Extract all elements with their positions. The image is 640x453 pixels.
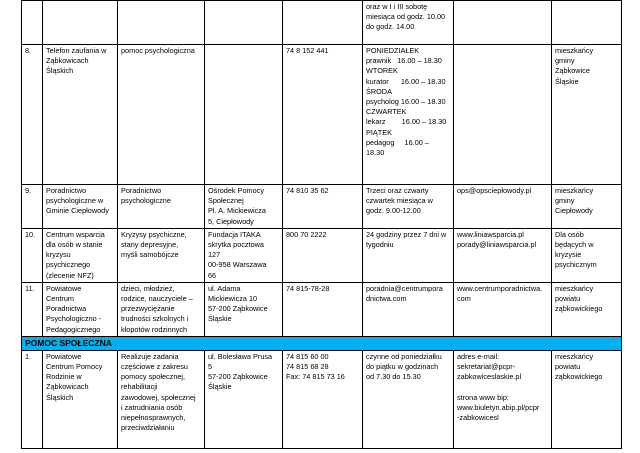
cell-line: 9. — [25, 186, 32, 195]
cell-line: strona www bip: — [457, 392, 509, 402]
cell-address — [205, 1, 283, 45]
cell-line: Śląskich — [46, 66, 74, 76]
cell-line: kurator 16.00 – 18.30 — [366, 76, 446, 86]
cell-line: CZWARTEK — [366, 107, 407, 117]
cell-line: Śląskie — [208, 314, 232, 324]
cell-hours — [363, 282, 454, 336]
cell-line: mieszkańcy — [555, 186, 594, 195]
cell-line: Społecznej — [208, 196, 244, 206]
cell-phone — [283, 45, 363, 185]
cell-line: myśli samobójcze — [121, 250, 179, 260]
cell-phone — [283, 1, 363, 45]
cell-line: porady@liniawsparcia.pl — [457, 240, 537, 250]
cell-line: 74 815 60 00 — [286, 351, 329, 361]
cell-contact — [454, 282, 552, 336]
cell-line: gminy — [555, 196, 575, 206]
cell-line: Fundacja ITAKA — [208, 229, 261, 239]
cell-scope — [118, 185, 205, 229]
cell-name — [43, 282, 118, 336]
cell-line: -zabkowicesl — [457, 413, 499, 423]
cell-line: Telefon zaufania w — [46, 46, 107, 55]
cell-target — [552, 185, 622, 229]
cell-address — [205, 282, 283, 336]
cell-line: pomocy społecznej, — [121, 372, 186, 382]
section-header-row — [22, 336, 622, 350]
cell-line: mieszkańcy — [555, 351, 594, 361]
cell-target — [552, 282, 622, 336]
cell-line: ops@opsciepłowody.pl — [457, 186, 532, 195]
cell-line: Poradnictwo — [46, 186, 87, 195]
cell-num — [22, 185, 43, 229]
cell-line: Śląskich — [46, 392, 74, 402]
cell-scope — [118, 350, 205, 448]
cell-name — [43, 45, 118, 185]
cell-line — [457, 382, 548, 392]
cell-line: od 7.30 do 15.30 — [366, 372, 421, 382]
cell-line: Ząbkowicach — [46, 56, 89, 66]
cell-scope — [118, 45, 205, 185]
cell-line: (zlecenie NFZ) — [46, 270, 94, 280]
cell-line: godz. 9.00-12.00 — [366, 206, 421, 216]
cell-line: 57-200 Ząbkowice — [208, 304, 268, 314]
table-row — [22, 228, 622, 282]
cell-target — [552, 228, 622, 282]
cell-line: rehabilitacji — [121, 382, 158, 392]
cell-line: trudności szkolnych i — [121, 314, 189, 324]
cell-contact — [454, 185, 552, 229]
cell-line: PONIEDZIAŁEK — [366, 46, 420, 55]
cell-contact — [454, 1, 552, 45]
cell-line: 57-200 Ząbkowice — [208, 372, 268, 382]
cell-line: 66 — [208, 270, 217, 280]
cell-line: kłopotów rodzinnych — [121, 324, 188, 334]
cell-line: kryzysu — [46, 250, 71, 260]
cell-num — [22, 1, 43, 45]
cell-line: pedagog 16.00 – — [366, 137, 429, 147]
cell-phone — [283, 350, 363, 448]
cell-line: Ciepłowody — [555, 206, 593, 216]
cell-name — [43, 350, 118, 448]
cell-line: ul. Adama — [208, 283, 241, 293]
cell-line: Realizuje zadania — [121, 351, 179, 361]
cell-line: gminy — [555, 56, 575, 66]
cell-line: psychicznego — [46, 260, 91, 270]
cell-line: Poradnictwo — [121, 186, 162, 195]
table-row — [22, 282, 622, 336]
cell-line: dnictwa.com — [366, 294, 407, 304]
cell-line: czwartek miesiąca w — [366, 196, 433, 206]
cell-line: Trzeci oraz czwarty — [366, 186, 429, 195]
cell-line: rodzice, nauczyciele – — [121, 294, 193, 304]
cell-line: oraz w I i III sobotę — [366, 2, 428, 11]
cell-line: Mickiewicza 10 — [208, 294, 258, 304]
cell-line: 18.30 — [366, 148, 385, 158]
services-table — [21, 0, 622, 449]
cell-line: Fax: 74 815 73 16 — [286, 372, 345, 382]
cell-name — [43, 185, 118, 229]
cell-line: Rodzinie w — [46, 372, 82, 382]
cell-line: Śląskie — [555, 76, 579, 86]
cell-line: poradnia@centrumpora — [366, 283, 443, 293]
cell-line: ząbkowickiego — [555, 304, 603, 314]
cell-line: przeciwdziałaniu — [121, 423, 175, 433]
cell-line: Dla osób — [555, 229, 584, 239]
cell-line: adres e-mail: — [457, 351, 500, 361]
cell-line: psychologiczne w — [46, 196, 104, 206]
cell-address — [205, 45, 283, 185]
cell-line: niepełnosprawnych, — [121, 413, 186, 423]
cell-num — [22, 228, 43, 282]
cell-line: 127 — [208, 250, 221, 260]
cell-line: Ośrodek Pomocy — [208, 186, 264, 195]
cell-line: będących w — [555, 240, 594, 250]
cell-line: 24 godziny przez 7 dni w — [366, 229, 447, 239]
cell-line: miesiąca od godz. 10.00 — [366, 12, 446, 22]
cell-scope — [118, 228, 205, 282]
section-title: POMOC SPOŁECZNA — [22, 336, 622, 350]
cell-line: Pl. A. Mickiewicza — [208, 206, 266, 216]
table-row — [22, 45, 622, 185]
table-row — [22, 350, 622, 448]
cell-contact — [454, 350, 552, 448]
cell-line: www.biuletyn.abip.pl/pcpr — [457, 402, 540, 412]
cell-line: powiatu — [555, 294, 581, 304]
cell-name — [43, 1, 118, 45]
cell-scope — [118, 282, 205, 336]
cell-line: sekretariat@pcpr- — [457, 362, 516, 372]
cell-line: ŚRODA — [366, 86, 392, 96]
cell-line: Centrum Pomocy — [46, 362, 103, 372]
cell-line: czynne od poniedziałku — [366, 351, 442, 361]
cell-line: i zatrudniania osób — [121, 402, 183, 412]
cell-line: stany depresyjne, — [121, 240, 179, 250]
cell-line: 74 815 68 28 — [286, 362, 329, 372]
cell-line: do godz. 14.00 — [366, 22, 415, 32]
cell-line: Centrum wsparcia — [46, 229, 105, 239]
cell-line: skrytka pocztowa — [208, 240, 264, 250]
cell-line: dzieci, młodzież, — [121, 283, 175, 293]
cell-line: Psychologiczno - — [46, 314, 102, 324]
cell-line: 8. — [25, 46, 32, 55]
cell-line: Gminie Ciepłowody — [46, 206, 109, 216]
cell-address — [205, 228, 283, 282]
cell-line: ząbkowickiego — [555, 372, 603, 382]
cell-line: kryzysie — [555, 250, 582, 260]
cell-line: Powiatowe — [46, 351, 82, 361]
cell-line: częściowe z zakresu — [121, 362, 188, 372]
cell-phone — [283, 282, 363, 336]
cell-hours — [363, 350, 454, 448]
cell-line: www.centrumporadnictwa. — [457, 283, 543, 293]
cell-hours — [363, 185, 454, 229]
cell-target — [552, 1, 622, 45]
cell-target — [552, 350, 622, 448]
cell-line: www.liniawsparcia.pl — [457, 229, 524, 239]
table-row — [22, 185, 622, 229]
cell-scope — [118, 1, 205, 45]
cell-phone — [283, 185, 363, 229]
cell-line: powiatu — [555, 362, 581, 372]
cell-address — [205, 350, 283, 448]
cell-line: Pedagogicznego — [46, 324, 101, 334]
cell-hours — [363, 45, 454, 185]
cell-name — [43, 228, 118, 282]
cell-line: psycholog 16.00 – 18.30 — [366, 97, 446, 107]
cell-line: do piątku w godzinach — [366, 362, 439, 372]
cell-line: 00-958 Warszawa — [208, 260, 267, 270]
cell-line: 1. — [25, 351, 32, 361]
cell-line: 74 815-78-28 — [286, 283, 330, 293]
cell-line: Powiatowe — [46, 283, 82, 293]
cell-line: pomoc psychologiczna — [121, 46, 195, 55]
cell-num — [22, 45, 43, 185]
cell-line: zawodowej, społecznej — [121, 392, 196, 402]
cell-line: lekarz 16.00 – 18.30 — [366, 117, 447, 127]
cell-line: psychicznym — [555, 260, 597, 270]
cell-line: 74 810 35 62 — [286, 186, 329, 195]
cell-phone — [283, 228, 363, 282]
cell-line: przezwyciężanie — [121, 304, 175, 314]
cell-num — [22, 350, 43, 448]
cell-line: 10. — [25, 229, 36, 239]
cell-line: tygodniu — [366, 240, 394, 250]
cell-line: ul. Bolesława Prusa — [208, 351, 273, 361]
cell-line: zabkowiceslaskie.pl — [457, 372, 522, 382]
cell-line: com — [457, 294, 471, 304]
cell-line: Śląskie — [208, 382, 232, 392]
cell-hours — [363, 228, 454, 282]
cell-address — [205, 185, 283, 229]
cell-line: WTOREK — [366, 66, 398, 76]
cell-num — [22, 282, 43, 336]
cell-target — [552, 45, 622, 185]
cell-line: dla osób w stanie — [46, 240, 103, 250]
cell-line: 11. — [25, 283, 35, 293]
cell-line: Ząbkowicach — [46, 382, 89, 392]
cell-line: PIĄTEK — [366, 127, 392, 137]
cell-line: 800 70 2222 — [286, 229, 327, 239]
cell-contact — [454, 45, 552, 185]
cell-line: Kryzysy psychiczne, — [121, 229, 187, 239]
table-row — [22, 1, 622, 45]
cell-line: 74 8 152 441 — [286, 46, 329, 55]
cell-contact — [454, 228, 552, 282]
cell-line: mieszkańcy — [555, 46, 594, 55]
cell-hours — [363, 1, 454, 45]
cell-line: 5, Ciepłowody — [208, 216, 254, 226]
cell-line: Ząbkowice — [555, 66, 590, 76]
cell-line: 5 — [208, 362, 213, 372]
cell-line: Poradnictwa — [46, 304, 87, 314]
cell-line: prawnik 16.00 – 18.30 — [366, 56, 442, 66]
cell-line: psychologiczne — [121, 196, 171, 206]
cell-line: Centrum — [46, 294, 74, 304]
cell-line: mieszkańcy — [555, 283, 594, 293]
